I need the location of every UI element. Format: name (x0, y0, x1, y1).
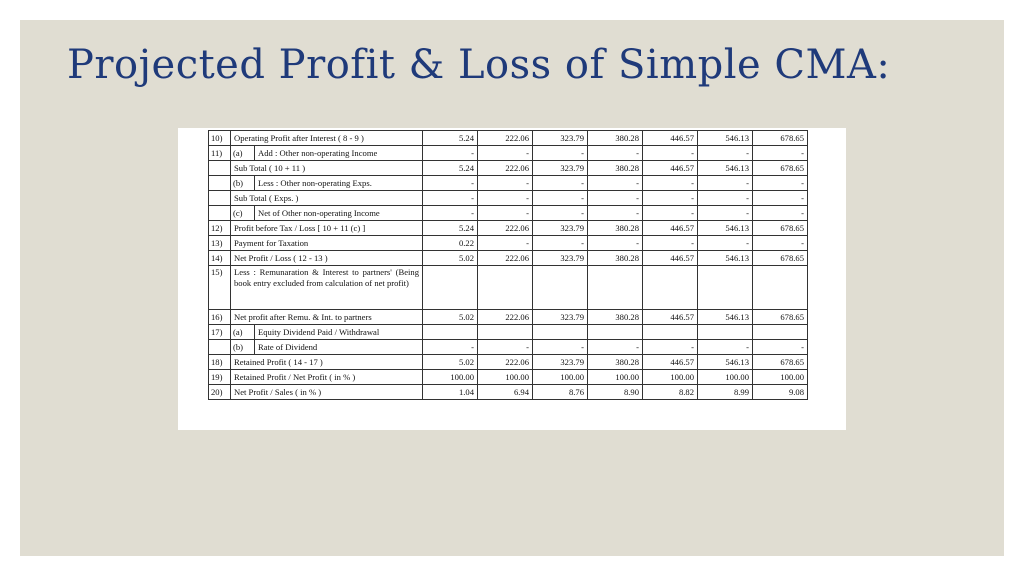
value-cell: - (533, 340, 588, 355)
value-cell: 546.13 (698, 251, 753, 266)
value-cell: - (478, 176, 533, 191)
row-subletter: (a) (231, 325, 255, 340)
value-cell: 222.06 (478, 310, 533, 325)
value-cell: 446.57 (643, 251, 698, 266)
row-number: 13) (209, 236, 231, 251)
value-cell (478, 266, 533, 310)
row-number: 15) (209, 266, 231, 310)
value-cell: 5.02 (423, 310, 478, 325)
value-cell: 546.13 (698, 310, 753, 325)
row-label: Add : Other non-operating Income (255, 146, 423, 161)
row-number: 20) (209, 385, 231, 400)
value-cell: - (698, 176, 753, 191)
table-row (209, 206, 808, 221)
value-cell: 100.00 (698, 370, 753, 385)
value-cell: - (698, 236, 753, 251)
table-row (209, 385, 808, 400)
value-cell: 380.28 (588, 161, 643, 176)
value-cell: 5.24 (423, 161, 478, 176)
row-subletter: (b) (231, 176, 255, 191)
table-row (209, 191, 808, 206)
value-cell: 546.13 (698, 221, 753, 236)
slide-title: Projected Profit & Loss of Simple CMA: (67, 42, 891, 88)
row-label: Sub Total ( Exps. ) (231, 191, 423, 206)
row-label: Net Profit / Sales ( in % ) (231, 385, 423, 400)
value-cell: 1.04 (423, 385, 478, 400)
value-cell: - (533, 176, 588, 191)
value-cell: - (643, 146, 698, 161)
row-label: Net of Other non-operating Income (255, 206, 423, 221)
value-cell: 100.00 (478, 370, 533, 385)
table-row (209, 161, 808, 176)
value-cell: 678.65 (753, 221, 808, 236)
value-cell: 222.06 (478, 355, 533, 370)
row-subletter: (a) (231, 146, 255, 161)
value-cell: 678.65 (753, 131, 808, 146)
value-cell: - (478, 146, 533, 161)
value-cell (423, 266, 478, 310)
row-number: 14) (209, 251, 231, 266)
value-cell: 323.79 (533, 131, 588, 146)
row-label: Less : Other non-operating Exps. (255, 176, 423, 191)
value-cell: 678.65 (753, 251, 808, 266)
value-cell: - (533, 191, 588, 206)
value-cell: - (478, 206, 533, 221)
value-cell: 323.79 (533, 355, 588, 370)
value-cell: - (533, 146, 588, 161)
value-cell: 222.06 (478, 221, 533, 236)
row-number (209, 161, 231, 176)
value-cell (588, 325, 643, 340)
value-cell (643, 325, 698, 340)
value-cell: 380.28 (588, 221, 643, 236)
value-cell: - (423, 206, 478, 221)
value-cell: 8.99 (698, 385, 753, 400)
value-cell: - (533, 206, 588, 221)
value-cell: 323.79 (533, 251, 588, 266)
value-cell: 5.24 (423, 221, 478, 236)
table-row (209, 355, 808, 370)
value-cell: 0.22 (423, 236, 478, 251)
row-label: Less : Remunaration & Interest to partners' (Being book entry excluded from calculation of net profit) (231, 266, 423, 310)
value-cell: 678.65 (753, 310, 808, 325)
row-number (209, 191, 231, 206)
value-cell: - (643, 340, 698, 355)
row-number (209, 340, 231, 355)
row-label: Rate of Dividend (255, 340, 423, 355)
row-subletter: (b) (231, 340, 255, 355)
table-row (209, 236, 808, 251)
value-cell: 546.13 (698, 355, 753, 370)
value-cell: 8.90 (588, 385, 643, 400)
value-cell: 323.79 (533, 221, 588, 236)
row-number (209, 176, 231, 191)
value-cell: - (588, 191, 643, 206)
value-cell: - (643, 236, 698, 251)
table-image (178, 128, 846, 430)
value-cell: 6.94 (478, 385, 533, 400)
value-cell (698, 266, 753, 310)
value-cell (698, 325, 753, 340)
value-cell: - (588, 146, 643, 161)
table-row (209, 266, 808, 310)
value-cell: 9.08 (753, 385, 808, 400)
value-cell: 100.00 (423, 370, 478, 385)
value-cell: - (588, 176, 643, 191)
value-cell: 446.57 (643, 310, 698, 325)
value-cell: 546.13 (698, 131, 753, 146)
value-cell (533, 266, 588, 310)
row-label: Retained Profit / Net Profit ( in % ) (231, 370, 423, 385)
value-cell: - (423, 176, 478, 191)
row-label: Payment for Taxation (231, 236, 423, 251)
value-cell: - (588, 236, 643, 251)
value-cell: 100.00 (588, 370, 643, 385)
value-cell: 446.57 (643, 131, 698, 146)
value-cell: - (478, 236, 533, 251)
value-cell: - (643, 191, 698, 206)
value-cell: 100.00 (753, 370, 808, 385)
table-row (209, 340, 808, 355)
value-cell: - (698, 191, 753, 206)
table-body (209, 131, 808, 400)
value-cell: 380.28 (588, 251, 643, 266)
value-cell: 446.57 (643, 355, 698, 370)
value-cell: - (533, 236, 588, 251)
value-cell: 678.65 (753, 161, 808, 176)
table-row (209, 146, 808, 161)
row-number: 18) (209, 355, 231, 370)
profit-loss-table (208, 130, 808, 400)
row-label: Operating Profit after Interest ( 8 - 9 ) (231, 131, 423, 146)
value-cell: 546.13 (698, 161, 753, 176)
row-number: 10) (209, 131, 231, 146)
value-cell: 100.00 (643, 370, 698, 385)
table-row (209, 176, 808, 191)
value-cell: 8.76 (533, 385, 588, 400)
value-cell: 678.65 (753, 355, 808, 370)
value-cell: - (478, 191, 533, 206)
row-label: Equity Dividend Paid / Withdrawal (255, 325, 423, 340)
value-cell: 8.82 (643, 385, 698, 400)
value-cell: - (423, 146, 478, 161)
row-label: Net profit after Remu. & Int. to partners (231, 310, 423, 325)
row-number: 12) (209, 221, 231, 236)
value-cell (423, 325, 478, 340)
row-number (209, 206, 231, 221)
row-number: 16) (209, 310, 231, 325)
value-cell: - (478, 340, 533, 355)
value-cell: - (698, 206, 753, 221)
value-cell: - (753, 191, 808, 206)
table-row (209, 370, 808, 385)
slide (20, 20, 1004, 556)
value-cell: - (643, 206, 698, 221)
value-cell (643, 266, 698, 310)
value-cell: - (753, 236, 808, 251)
table-row (209, 310, 808, 325)
value-cell: - (698, 340, 753, 355)
table-row (209, 251, 808, 266)
row-label: Retained Profit ( 14 - 17 ) (231, 355, 423, 370)
value-cell: - (588, 340, 643, 355)
value-cell: - (698, 146, 753, 161)
value-cell: 5.02 (423, 355, 478, 370)
value-cell: 222.06 (478, 251, 533, 266)
value-cell: - (753, 206, 808, 221)
value-cell: - (753, 340, 808, 355)
value-cell: 323.79 (533, 310, 588, 325)
value-cell: - (753, 176, 808, 191)
value-cell: 446.57 (643, 221, 698, 236)
value-cell (588, 266, 643, 310)
value-cell (478, 325, 533, 340)
value-cell (753, 266, 808, 310)
table-row (209, 221, 808, 236)
value-cell: 5.24 (423, 131, 478, 146)
row-label: Net Profit / Loss ( 12 - 13 ) (231, 251, 423, 266)
table-row (209, 131, 808, 146)
value-cell (753, 325, 808, 340)
value-cell: - (423, 191, 478, 206)
value-cell: - (643, 176, 698, 191)
value-cell: 380.28 (588, 131, 643, 146)
row-label: Sub Total ( 10 + 11 ) (231, 161, 423, 176)
value-cell: - (423, 340, 478, 355)
value-cell: - (588, 206, 643, 221)
value-cell: 222.06 (478, 131, 533, 146)
value-cell: 100.00 (533, 370, 588, 385)
table-row (209, 325, 808, 340)
value-cell: 380.28 (588, 355, 643, 370)
row-number: 17) (209, 325, 231, 340)
row-number: 19) (209, 370, 231, 385)
value-cell: 380.28 (588, 310, 643, 325)
row-number: 11) (209, 146, 231, 161)
value-cell: 5.02 (423, 251, 478, 266)
row-subletter: (c) (231, 206, 255, 221)
value-cell: - (753, 146, 808, 161)
value-cell: 323.79 (533, 161, 588, 176)
value-cell (533, 325, 588, 340)
row-label: Profit before Tax / Loss [ 10 + 11 (c) ] (231, 221, 423, 236)
value-cell: 222.06 (478, 161, 533, 176)
value-cell: 446.57 (643, 161, 698, 176)
